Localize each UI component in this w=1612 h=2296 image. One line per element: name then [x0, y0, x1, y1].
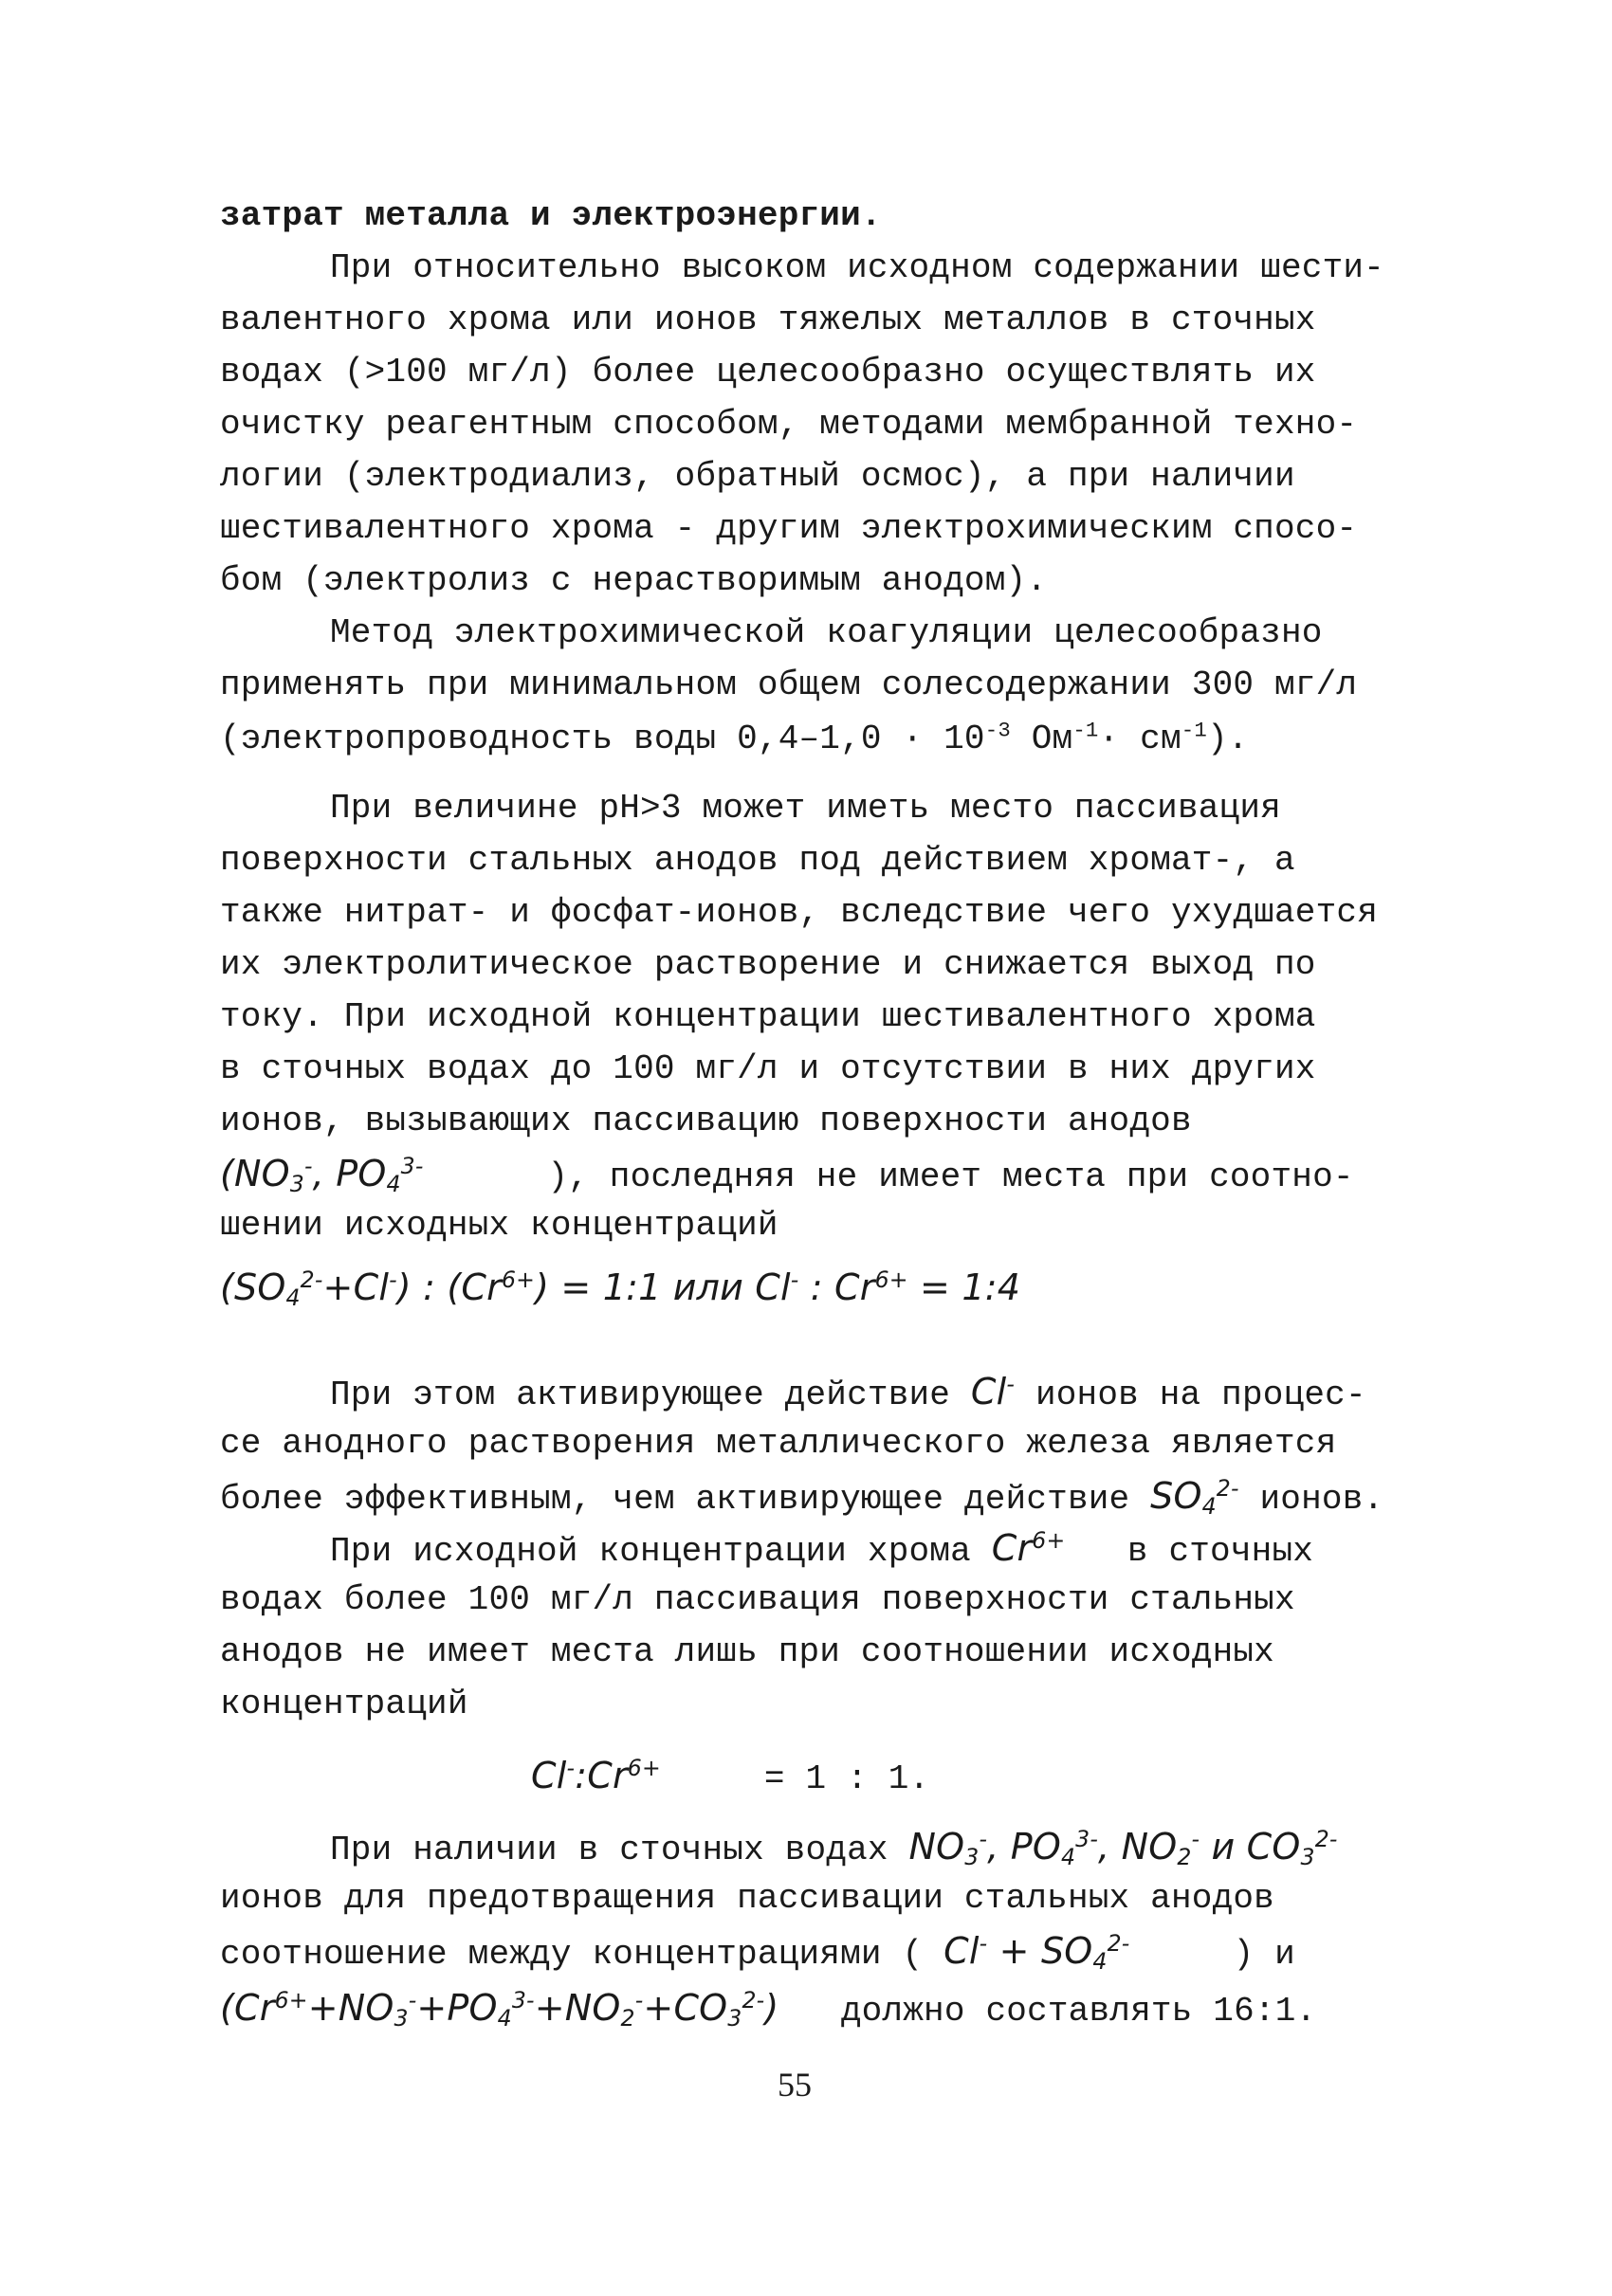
text-line: более эффективным, чем активирующее действие $SO_4^{2-}$ ионов. — [220, 1475, 1384, 1520]
text-line: затрат металла и электроэнергии. — [220, 196, 882, 235]
text-line: шении исходных концентраций — [220, 1206, 779, 1245]
text-line: При исходной концентрации хрома $Cr^{6+}$ в сточных — [330, 1527, 1314, 1571]
text-line: При этом активирующее действие Cl- ионов на процес- — [330, 1371, 1366, 1414]
handwritten-sulfate: $SO_4^{2-}$ — [1150, 1475, 1239, 1520]
handwritten-chloride: Cl- — [970, 1371, 1016, 1412]
handwritten-ions-formula: ($NO_3^-$, $PO_4^{3-}$ — [220, 1153, 424, 1197]
handwritten-cl-so4-sum: $Cl^- + SO_4^{2-}$ — [943, 1930, 1130, 1975]
text-line: При наличии в сточных водах $NO_3^-$, $PO_4^{3-}$, $NO_2^-$ и $CO_3^{2-}$ — [330, 1826, 1338, 1870]
text-line: $Cl^-:Cr^{6+}$ = 1 : 1. — [531, 1755, 930, 1798]
handwritten-anions-list: $NO_3^-$, $PO_4^{3-}$, $NO_2^-$ и $CO_3^{2-}$ — [908, 1826, 1338, 1870]
text-line: также нитрат- и фосфат-ионов, вследствие чего ухудшается — [220, 893, 1378, 932]
text-line: ионов для предотвращения пассивации стальных анодов — [220, 1879, 1274, 1918]
handwritten-cl-cr-ratio: $Cl^-:Cr^{6+}$ — [531, 1755, 661, 1796]
text-line: шестивалентного хрома - другим электрохимическим спосо- — [220, 509, 1358, 548]
text-line: Метод электрохимической коагуляции целесообразно — [330, 613, 1323, 652]
text-line: ионов, вызывающих пассивацию поверхности анодов — [220, 1102, 1192, 1140]
text-line: применять при минимальном общем солесодержании 300 мг/л — [220, 665, 1358, 704]
text-line: валентного хрома или ионов тяжелых металлов в сточных — [220, 301, 1316, 339]
text-line: се анодного растворения металлического железа является — [220, 1424, 1337, 1463]
text-line: ($NO_3^-$, $PO_4^{3-}$ ), последняя не имеет места при соотно- — [220, 1153, 1354, 1197]
handwritten-chromium: $Cr^{6+}$ — [991, 1527, 1066, 1569]
text-line: концентраций — [220, 1685, 468, 1723]
text-line: $(Cr^{6+}+NO_3^-+PO_4^{3-}+NO_2^-+CO_3^{2-})$ должно составлять 16:1. — [220, 1987, 1317, 2032]
text-line: логии (электродиализ, обратный осмос), а при наличии — [220, 457, 1295, 496]
page-number: 55 — [778, 2066, 812, 2104]
text-line: их электролитическое растворение и снижается выход по — [220, 945, 1316, 984]
text-line: анодов не имеет места лишь при соотношении исходных — [220, 1632, 1274, 1671]
text-line: водах (>100 мг/л) более целесообразно осуществлять их — [220, 353, 1316, 392]
text-line: поверхности стальных анодов под действием хромат-, а — [220, 841, 1295, 880]
text-line: очистку реагентным способом, методами мембранной техно- — [220, 405, 1358, 444]
text-line: При относительно высоком исходном содержании шести- — [330, 248, 1384, 287]
text-line: в сточных водах до 100 мг/л и отсутствии в них других — [220, 1049, 1316, 1088]
handwritten-cation-anion-sum: $(Cr^{6+}+NO_3^-+PO_4^{3-}+NO_2^-+CO_3^{2-})$ — [220, 1987, 779, 2032]
text-line: (электропроводность воды $0,4-1,0 \cdot 10^{-3}$ $Ом^{-1}\cdot см^{-1}$). — [220, 718, 1249, 758]
text-line: водах более 100 мг/л пассивация поверхности стальных — [220, 1580, 1295, 1619]
text-line: При величине pH>3 может иметь место пассивация — [330, 789, 1281, 828]
text-line: соотношение между концентрациями ( $Cl^- + SO_4^{2-}$ ) и — [220, 1930, 1295, 1975]
text-line: бом (электролиз с нерастворимым анодом). — [220, 561, 1048, 600]
text-line: току. При исходной концентрации шестивалентного хрома — [220, 997, 1316, 1036]
handwritten-ratio-formula: $(SO_4^{2-}+Cl^-)$ : $(Cr^{6+})$ = 1:1 или Cl- : $Cr^{6+}$ = 1:4 — [220, 1266, 1021, 1311]
